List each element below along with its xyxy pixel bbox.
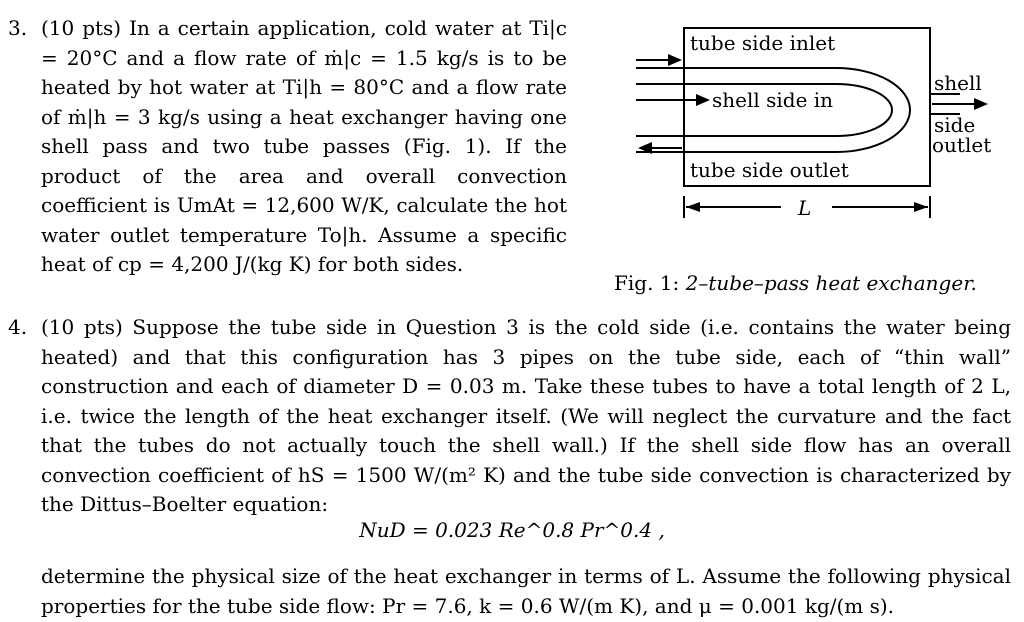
label-side: side [934,113,976,137]
heat-exchanger-diagram [636,24,1016,234]
question-4-number: 4. [8,315,28,339]
figure-caption-title: 2–tube–pass heat exchanger. [685,271,977,295]
label-shell: shell [934,71,982,95]
label-tube-side-inlet: tube side inlet [690,31,836,55]
dittus-boelter-equation: NuD = 0.023 Re^0.8 Pr^0.4 , [359,518,665,542]
question-3-number: 3. [8,16,28,40]
label-tube-side-outlet: tube side outlet [690,158,849,182]
figure-caption-prefix: Fig. 1: [614,271,680,295]
figure-caption [614,269,977,298]
question-3-text: (10 pts) In a certain application, cold water at Ti|c = 20°C and a flow rate of ṁ|c = 1.5 kg/s is to be heated by hot water at Ti|h = 80°C and a flow rate of ṁ|h = 3 kg/s using a heat exchanger having one shell pass and two tube passes (Fig. 1). If the product of the area and overall convection coefficient is UmAt = 12,600 W/K, calculate the hot water outlet temperature To|h. Assume a specific heat of cp = 4,200 J/(kg K) for both sides. [41,16,567,276]
length-arrow-left [686,202,700,212]
label-outlet: outlet [932,133,992,157]
length-arrow-right [914,202,928,212]
tube-inlet-arrow [668,54,682,66]
label-shell-side-in: shell side in [712,88,834,112]
question-4-text: (10 pts) Suppose the tube side in Question 3 is the cold side (i.e. contains the water being heated) and that this configuration has 3 pipes on the tube side, each of “thin wall” construction and each of diameter D = 0.03 m. Take these tubes to have a total length of 2 L, i.e. twice the length of the heat exchanger itself. (We will neglect the curvature and the fact that the tubes do not actually touch the shell wall.) If the shell side flow has an overall convection coefficient of hS = 1500 W/(m² K) and the tube side convection is characterized by the Dittus–Boelter equation: [41,315,1011,516]
shell-side-in-arrow [696,94,710,106]
question-4-tail-text: determine the physical size of the heat exchanger in terms of L. Assume the following physical properties for the tube side flow: Pr = 7.6, k = 0.6 W/(m K), and μ = 0.001 kg/(m s). [41,564,1011,618]
shell-outlet-arrow [974,98,988,110]
label-length: L [798,196,812,220]
